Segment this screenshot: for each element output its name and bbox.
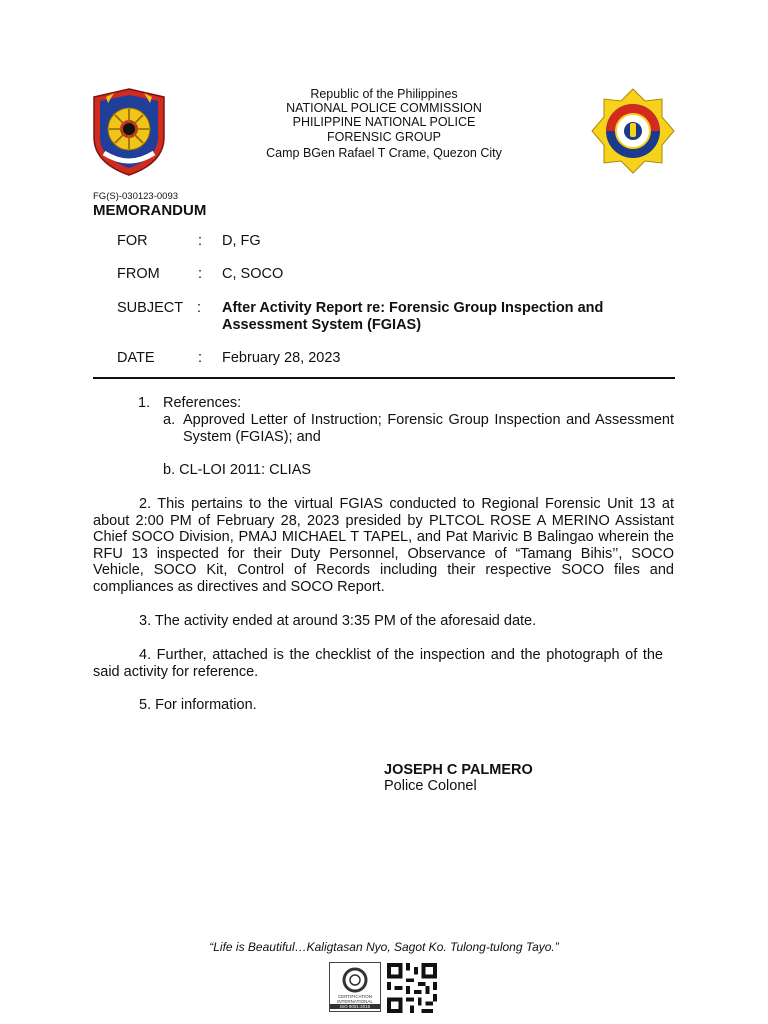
reference-b: b. CL-LOI 2011: CLIAS — [163, 462, 312, 478]
paragraph-5: 5. For information. — [139, 697, 257, 713]
p1-number: 1. — [138, 395, 151, 411]
cert-line-1: CERTIFICATION — [337, 994, 373, 999]
memo-title: MEMORANDUM — [93, 202, 207, 219]
from-label: FROM — [117, 266, 160, 282]
header-republic: Republic of the Philippines — [310, 87, 458, 101]
paragraph-4: 4. Further, attached is the checklist of the inspection and the photograph of the said activity for reference. — [93, 647, 663, 680]
for-value: D, FG — [222, 233, 261, 249]
p1-text: References: — [163, 395, 242, 411]
header-forensic-group: FORENSIC GROUP — [327, 130, 441, 144]
cert-line-2: INTERNATIONAL — [337, 999, 373, 1004]
subject-colon: : — [197, 300, 202, 316]
subject-label: SUBJECT — [117, 300, 184, 316]
signatory-title: Police Colonel — [384, 778, 477, 794]
for-colon: : — [198, 233, 203, 249]
ref-a-text: Approved Letter of Instruction; Forensic Group Inspection and Assessment System (FGIAS); and — [183, 412, 674, 445]
signatory-name: JOSEPH C PALMERO — [384, 762, 533, 778]
footer-motto: “Life is Beautiful…Kaligtasan Nyo, Sagot Ko. Tulong-tulong Tayo.” — [209, 940, 559, 954]
ref-a-letter: a. — [163, 412, 176, 428]
paragraph-3: 3. The activity ended at around 3:35 PM of the aforesaid date. — [139, 613, 537, 629]
subject-line-1: After Activity Report re: Forensic Group Inspection and — [222, 300, 604, 316]
header-divider — [93, 377, 675, 379]
date-colon: : — [198, 350, 203, 366]
cert-line-3: ISO 9001:2015 — [330, 1004, 380, 1009]
header-napolcom: NATIONAL POLICE COMMISSION — [286, 101, 482, 115]
header-address: Camp BGen Rafael T Crame, Quezon City — [266, 146, 502, 160]
for-label: FOR — [117, 233, 148, 249]
from-colon: : — [198, 266, 203, 282]
header-pnp: PHILIPPINE NATIONAL POLICE — [292, 115, 476, 129]
from-value: C, SOCO — [222, 266, 284, 282]
iso-certification-badge — [329, 962, 381, 1012]
qr-code — [386, 963, 438, 1013]
memo-reference-number: FG(S)-030123-0093 — [93, 191, 179, 202]
date-value: February 28, 2023 — [222, 350, 341, 366]
subject-line-2: Assessment System (FGIAS) — [222, 317, 422, 333]
date-label: DATE — [117, 350, 155, 366]
paragraph-2: 2. This pertains to the virtual FGIAS conducted to Regional Forensic Unit 13 at about 2:00 PM of February 28, 2023 presided by PLTCOL ROSE A MERINO Assistant Chief SOCO Division, PMAJ MICHAEL T TAPEL, and Pat Marivic B Balingao wherein the RFU 13 inspected for their Duty Personnel, Observance of “Tamang Bihis’’, SOCO Vehicle, SOCO Kit, Control of Records including their respective SOCO files and compliances as directives and SOCO Report. — [93, 496, 674, 595]
